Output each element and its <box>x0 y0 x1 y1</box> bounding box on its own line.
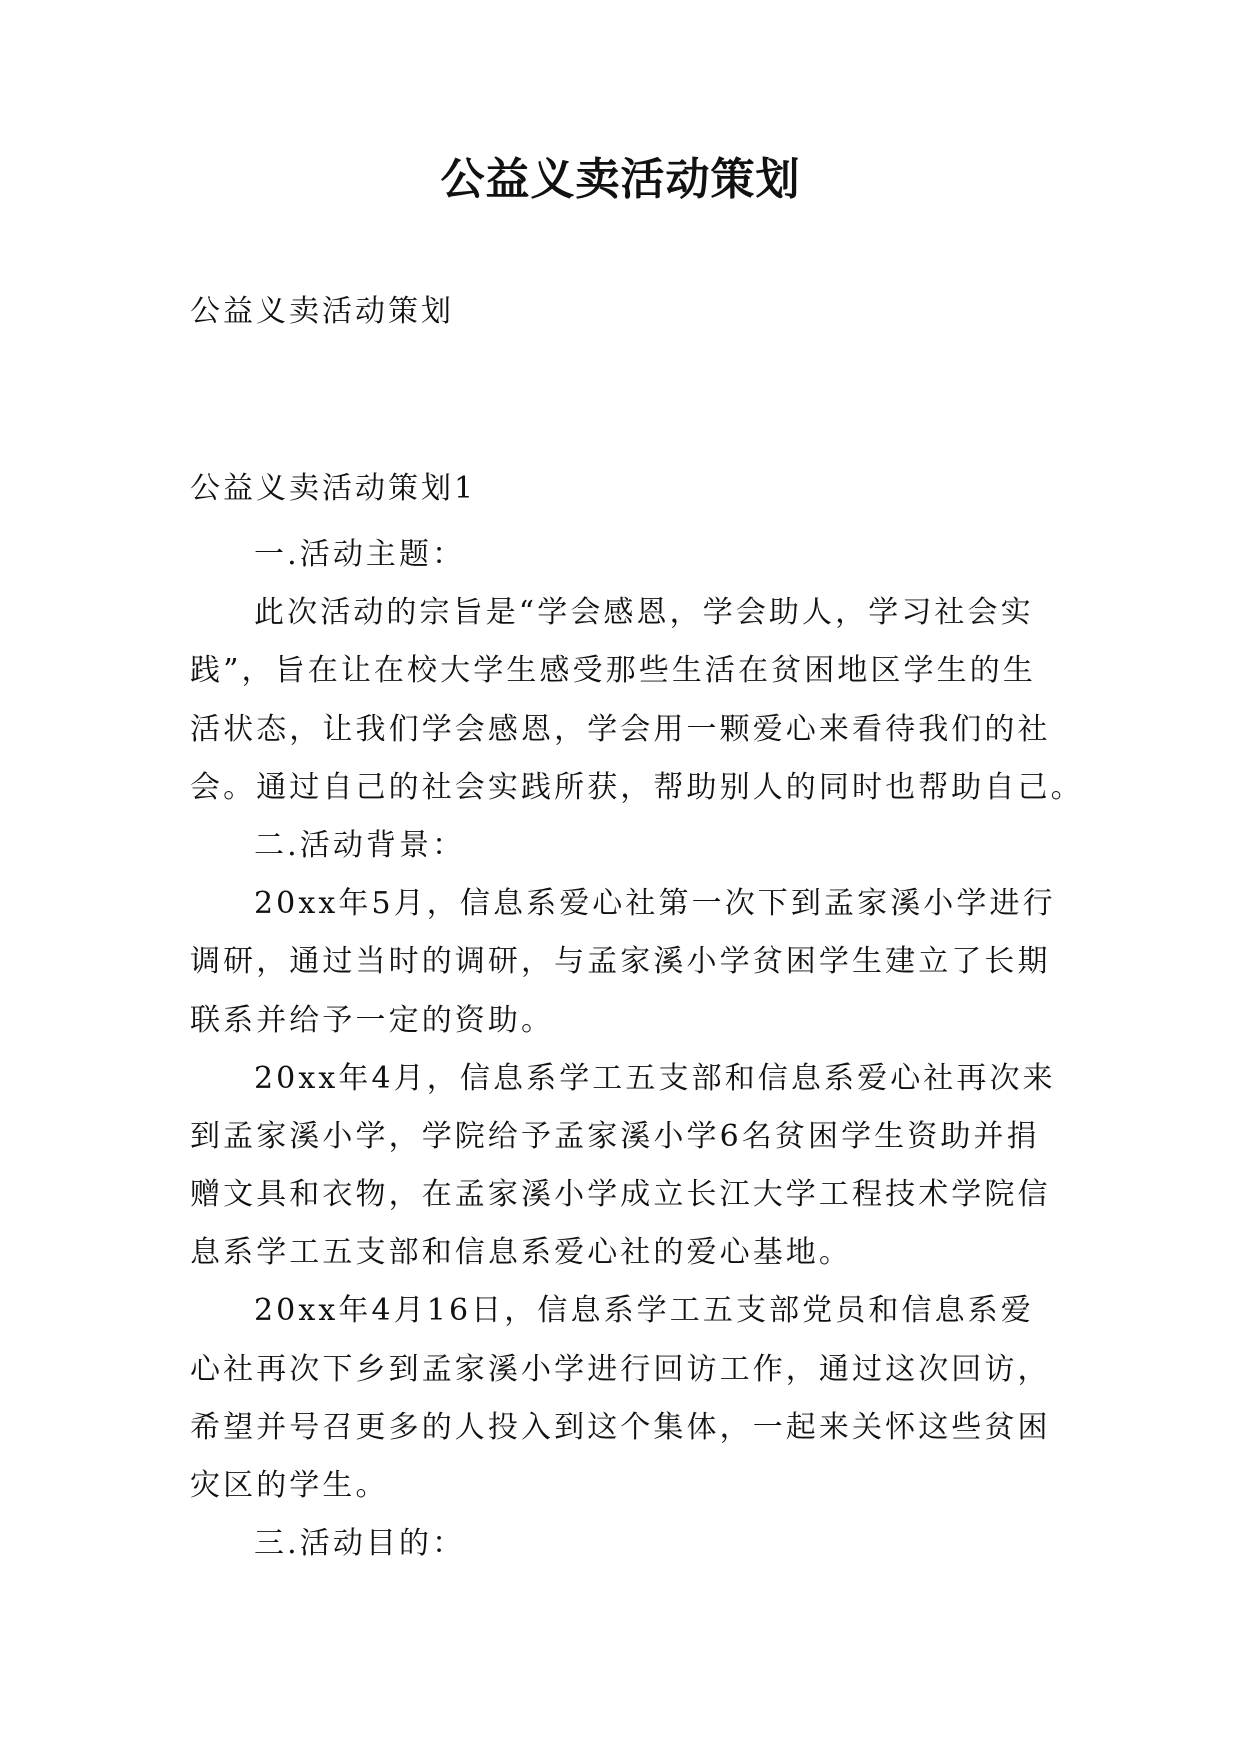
text-line: 会。通过自己的社会实践所获，帮助别人的同时也帮助自己。 <box>190 769 1084 805</box>
text-line: 二.活动背景： <box>254 827 466 863</box>
text-line: 赠文具和衣物，在孟家溪小学成立长江大学工程技术学院信 <box>190 1177 1051 1213</box>
text-line: 践”，旨在让在校大学生感受那些生活在贫困地区学生的生 <box>190 653 1036 689</box>
text-line: 一.活动主题： <box>254 537 466 572</box>
text-line: 息系学工五支部和信息系爱心社的爱心基地。 <box>190 1235 852 1271</box>
text-line: 此次活动的宗旨是“学会感恩，学会助人，学习社会实 <box>254 595 1034 631</box>
text-line: 心社再次下乡到孟家溪小学进行回访工作，通过这次回访， <box>190 1351 1051 1387</box>
text-line: 活状态，让我们学会感恩，学会用一颗爱心来看待我们的社 <box>190 711 1051 747</box>
text-line: 20xx年4月，信息系学工五支部和信息系爱心社再次来 <box>254 1060 1056 1096</box>
text-line: 20xx年4月16日，信息系学工五支部党员和信息系爱 <box>254 1293 1034 1329</box>
text-line: 调研，通过当时的调研，与孟家溪小学贫困学生建立了长期 <box>190 944 1051 980</box>
text-line: 灾区的学生。 <box>190 1468 389 1503</box>
section-title: 公益义卖活动策划1 <box>190 471 477 506</box>
text-line: 希望并号召更多的人投入到这个集体，一起来关怀这些贫困 <box>190 1409 1051 1445</box>
text-line: 联系并给予一定的资助。 <box>190 1002 555 1038</box>
document-subtitle: 公益义卖活动策划 <box>190 294 454 329</box>
document-title: 公益义卖活动策划 <box>440 154 801 205</box>
text-line: 三.活动目的： <box>254 1526 466 1562</box>
text-line: 20xx年5月，信息系爱心社第一次下到孟家溪小学进行 <box>254 886 1056 922</box>
document-body <box>190 526 1084 1573</box>
text-line: 到孟家溪小学，学院给予孟家溪小学6名贫困学生资助并捐 <box>190 1118 1040 1154</box>
